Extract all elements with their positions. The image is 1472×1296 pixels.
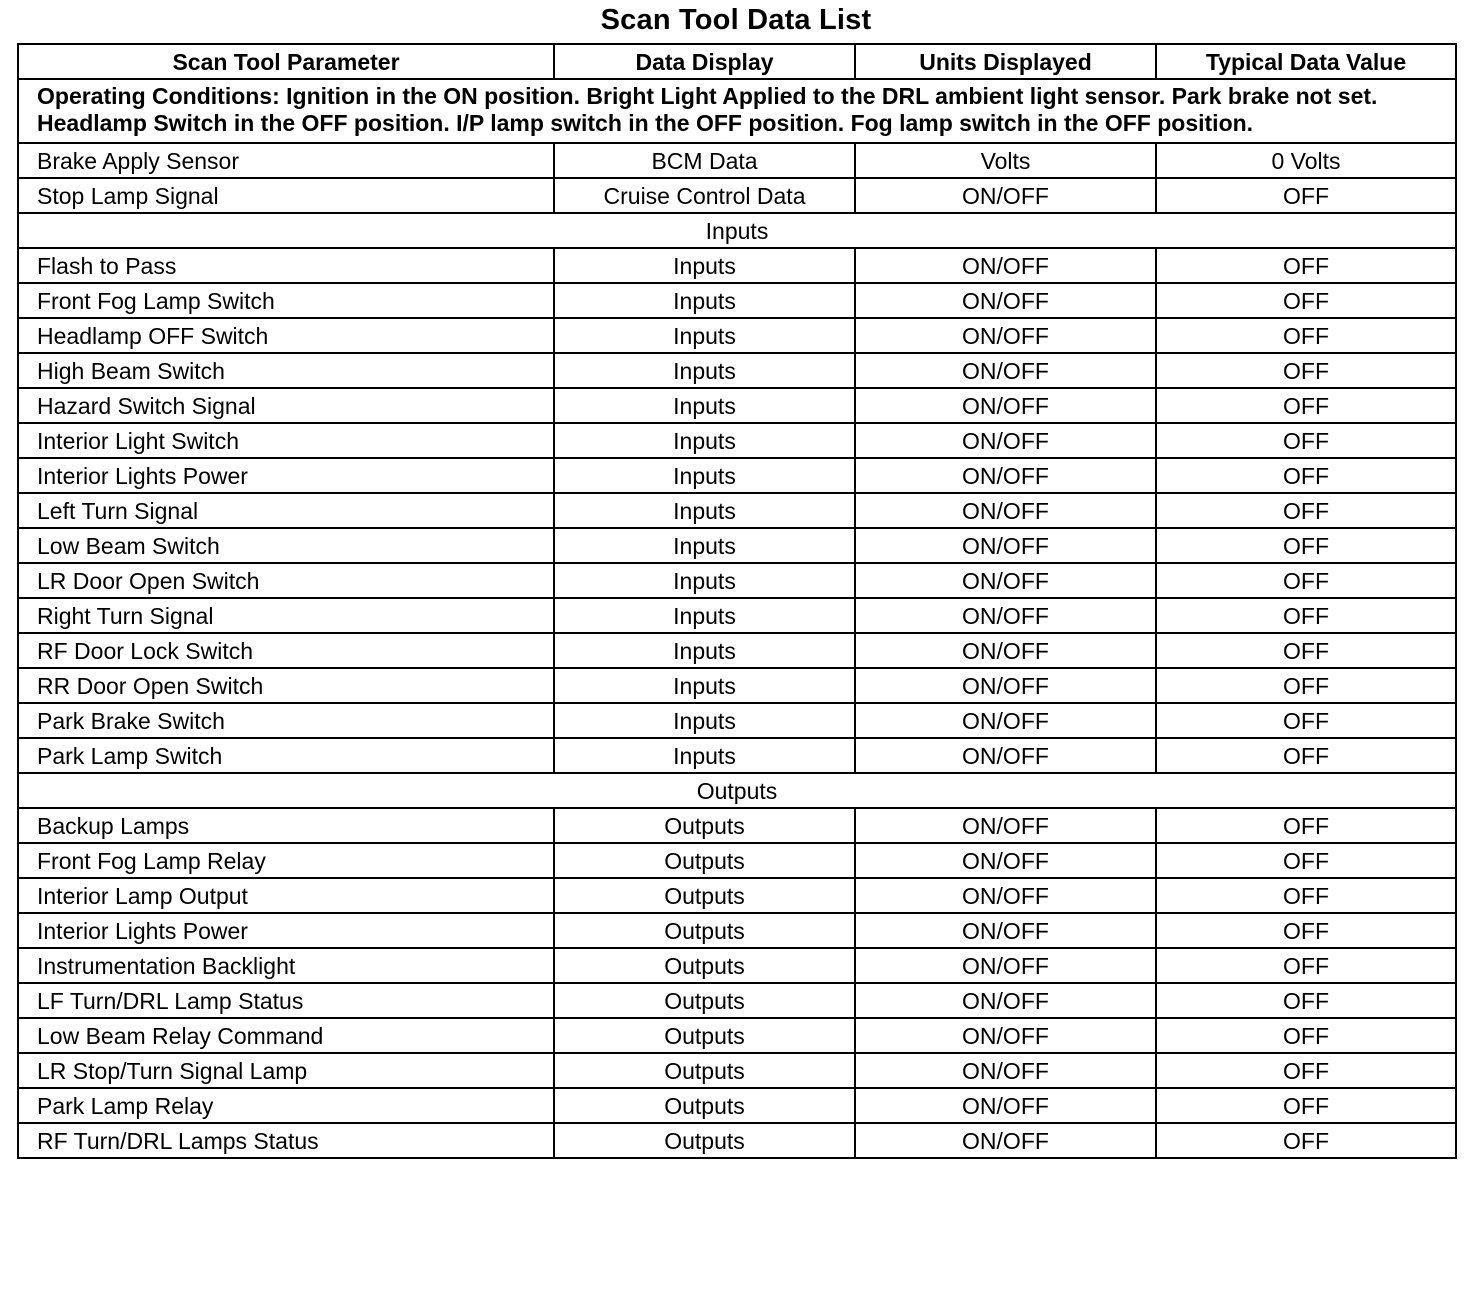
cell-units: ON/OFF [855,1018,1156,1053]
cell-units: ON/OFF [855,1123,1156,1158]
cell-typical-value: OFF [1156,808,1456,843]
cell-units: ON/OFF [855,633,1156,668]
table-row [18,598,1456,633]
column-header-units: Units Displayed [855,44,1156,79]
cell-typical-value: OFF [1156,458,1456,493]
cell-data-display: Inputs [554,353,855,388]
cell-parameter: Left Turn Signal [18,493,554,528]
table-row [18,843,1456,878]
cell-typical-value: OFF [1156,878,1456,913]
cell-typical-value: OFF [1156,1123,1456,1158]
cell-data-display: Inputs [554,633,855,668]
cell-units: ON/OFF [855,738,1156,773]
cell-typical-value: OFF [1156,668,1456,703]
cell-data-display: Inputs [554,703,855,738]
document-title: Scan Tool Data List [600,4,872,36]
table-row [18,668,1456,703]
cell-typical-value: OFF [1156,913,1456,948]
cell-units: ON/OFF [855,983,1156,1018]
cell-units: ON/OFF [855,318,1156,353]
cell-units: ON/OFF [855,808,1156,843]
cell-units: ON/OFF [855,563,1156,598]
cell-parameter: Interior Lights Power [18,913,554,948]
table-row [18,1053,1456,1088]
header-row [18,44,1456,79]
table-row [18,283,1456,318]
operating-conditions: Operating Conditions: Ignition in the ON position. Bright Light Applied to the DRL ambient light sensor. Park brake not set. Headlamp Switch in the OFF position. I/P lamp switch in the OFF position. Fog lamp switch in the OFF position. [18,79,1456,143]
table-row [18,808,1456,843]
cell-typical-value: OFF [1156,738,1456,773]
cell-typical-value: 0 Volts [1156,143,1456,178]
cell-parameter: Headlamp OFF Switch [18,318,554,353]
cell-data-display: Outputs [554,948,855,983]
cell-typical-value: OFF [1156,983,1456,1018]
cell-typical-value: OFF [1156,353,1456,388]
cell-parameter: Front Fog Lamp Relay [18,843,554,878]
cell-typical-value: OFF [1156,563,1456,598]
cell-parameter: RF Turn/DRL Lamps Status [18,1123,554,1158]
cell-typical-value: OFF [1156,1018,1456,1053]
table-row [18,1018,1456,1053]
cell-parameter: High Beam Switch [18,353,554,388]
table-row [18,248,1456,283]
cell-units: ON/OFF [855,248,1156,283]
cell-units: ON/OFF [855,178,1156,213]
cell-data-display: Inputs [554,248,855,283]
cell-parameter: Low Beam Relay Command [18,1018,554,1053]
cell-data-display: Outputs [554,808,855,843]
cell-data-display: Outputs [554,878,855,913]
table-row [18,1123,1456,1158]
table-row [18,738,1456,773]
cell-data-display: Outputs [554,913,855,948]
cell-data-display: Inputs [554,668,855,703]
cell-typical-value: OFF [1156,248,1456,283]
table-row [18,528,1456,563]
cell-data-display: Outputs [554,1123,855,1158]
cell-data-display: Inputs [554,318,855,353]
cell-parameter: Interior Lamp Output [18,878,554,913]
cell-typical-value: OFF [1156,843,1456,878]
cell-typical-value: OFF [1156,633,1456,668]
table-row [18,878,1456,913]
table-row [18,1088,1456,1123]
cell-parameter: LF Turn/DRL Lamp Status [18,983,554,1018]
cell-units: ON/OFF [855,493,1156,528]
scan-tool-data-table [17,43,1457,1159]
cell-units: ON/OFF [855,423,1156,458]
table-row [18,948,1456,983]
cell-data-display: Inputs [554,493,855,528]
cell-units: ON/OFF [855,878,1156,913]
cell-parameter: Instrumentation Backlight [18,948,554,983]
table-row [18,983,1456,1018]
cell-data-display: Outputs [554,983,855,1018]
table-row [18,353,1456,388]
table-row [18,423,1456,458]
column-header-parameter: Scan Tool Parameter [18,44,554,79]
table-row [18,703,1456,738]
cell-data-display: Inputs [554,563,855,598]
cell-data-display: Inputs [554,458,855,493]
cell-parameter: Brake Apply Sensor [18,143,554,178]
cell-data-display: Inputs [554,598,855,633]
cell-typical-value: OFF [1156,1088,1456,1123]
cell-data-display: Outputs [554,1088,855,1123]
cell-units: ON/OFF [855,843,1156,878]
cell-typical-value: OFF [1156,178,1456,213]
cell-typical-value: OFF [1156,1053,1456,1088]
cell-data-display: BCM Data [554,143,855,178]
table-row [18,913,1456,948]
cell-parameter: RF Door Lock Switch [18,633,554,668]
cell-data-display: Inputs [554,423,855,458]
inputs-section-row [18,213,1456,248]
conditions-row [18,79,1456,143]
table-row [18,633,1456,668]
table-row [18,563,1456,598]
cell-parameter: Front Fog Lamp Switch [18,283,554,318]
cell-data-display: Outputs [554,1053,855,1088]
cell-parameter: Flash to Pass [18,248,554,283]
cell-data-display: Inputs [554,738,855,773]
table-row [18,318,1456,353]
cell-units: ON/OFF [855,598,1156,633]
cell-units: ON/OFF [855,388,1156,423]
cell-typical-value: OFF [1156,318,1456,353]
cell-parameter: Interior Lights Power [18,458,554,493]
table-row [18,143,1456,178]
cell-parameter: Park Lamp Switch [18,738,554,773]
cell-data-display: Inputs [554,283,855,318]
column-header-typical-value: Typical Data Value [1156,44,1456,79]
cell-parameter: RR Door Open Switch [18,668,554,703]
cell-units: ON/OFF [855,528,1156,563]
cell-data-display: Cruise Control Data [554,178,855,213]
cell-units: ON/OFF [855,948,1156,983]
cell-units: ON/OFF [855,458,1156,493]
cell-data-display: Inputs [554,388,855,423]
cell-units: ON/OFF [855,1088,1156,1123]
cell-units: ON/OFF [855,283,1156,318]
cell-typical-value: OFF [1156,283,1456,318]
cell-parameter: Backup Lamps [18,808,554,843]
cell-typical-value: OFF [1156,388,1456,423]
outputs-section-label: Outputs [18,773,1456,808]
cell-data-display: Outputs [554,843,855,878]
table-row [18,178,1456,213]
cell-data-display: Inputs [554,528,855,563]
cell-typical-value: OFF [1156,948,1456,983]
cell-parameter: Stop Lamp Signal [18,178,554,213]
inputs-section-label: Inputs [18,213,1456,248]
column-header-data-display: Data Display [554,44,855,79]
cell-units: ON/OFF [855,353,1156,388]
cell-units: ON/OFF [855,703,1156,738]
cell-units: Volts [855,143,1156,178]
cell-data-display: Outputs [554,1018,855,1053]
cell-parameter: Park Lamp Relay [18,1088,554,1123]
cell-typical-value: OFF [1156,493,1456,528]
cell-parameter: LR Stop/Turn Signal Lamp [18,1053,554,1088]
cell-parameter: Park Brake Switch [18,703,554,738]
cell-typical-value: OFF [1156,528,1456,563]
cell-typical-value: OFF [1156,703,1456,738]
table-row [18,493,1456,528]
table-row [18,458,1456,493]
table-row [18,388,1456,423]
cell-parameter: Right Turn Signal [18,598,554,633]
outputs-section-row [18,773,1456,808]
cell-parameter: Low Beam Switch [18,528,554,563]
cell-units: ON/OFF [855,668,1156,703]
cell-units: ON/OFF [855,1053,1156,1088]
cell-parameter: LR Door Open Switch [18,563,554,598]
cell-typical-value: OFF [1156,423,1456,458]
cell-typical-value: OFF [1156,598,1456,633]
cell-parameter: Hazard Switch Signal [18,388,554,423]
cell-units: ON/OFF [855,913,1156,948]
cell-parameter: Interior Light Switch [18,423,554,458]
